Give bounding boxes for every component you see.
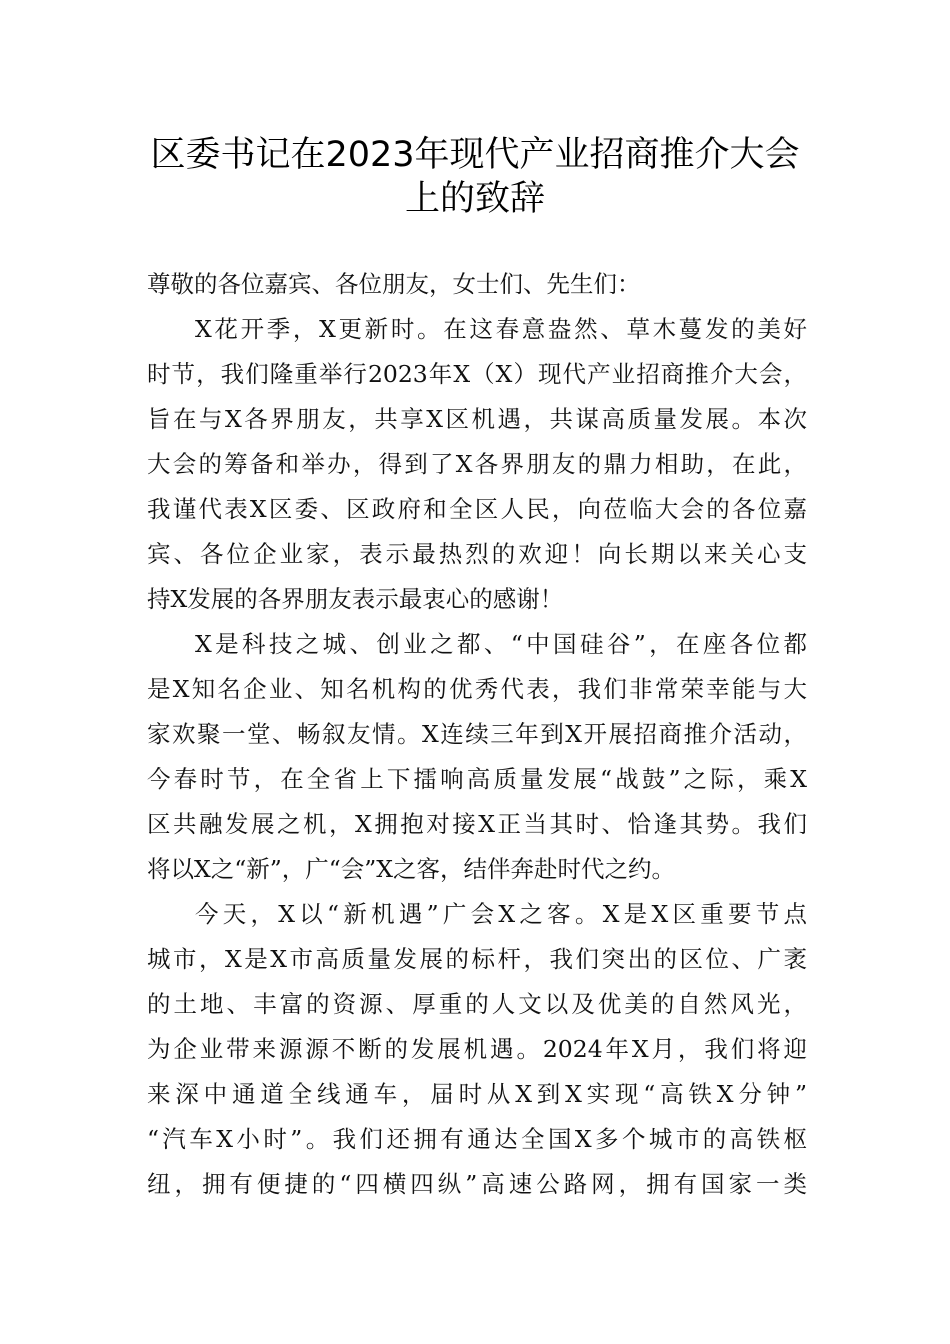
- paragraph-2-line: 将以X之“新”，广“会”X之客，结伴奔赴时代之约。: [147, 855, 676, 883]
- paragraph-1-line: 宾、各位企业家，表示最热烈的欢迎！向长期以来关心支: [147, 540, 807, 568]
- paragraph-3-line: 今天，X以“新机遇”广会X之客。X是X区重要节点: [195, 900, 807, 928]
- paragraph-3-line: 城市，X是X市高质量发展的标杆，我们突出的区位、广袤: [147, 945, 807, 973]
- paragraph-3-line: 来深中通道全线通车，届时从X到X实现“高铁X分钟”: [147, 1080, 807, 1108]
- paragraph-3-line: 纽，拥有便捷的“四横四纵”高速公路网，拥有国家一类: [147, 1170, 807, 1198]
- paragraph-1-line: 我谨代表X区委、区政府和全区人民，向莅临大会的各位嘉: [147, 495, 807, 523]
- paragraph-1-line: 持X发展的各界朋友表示最衷心的感谢！: [147, 585, 564, 613]
- paragraph-1-line: 旨在与X各界朋友，共享X区机遇，共谋高质量发展。本次: [147, 405, 807, 433]
- paragraph-2-line: 家欢聚一堂、畅叙友情。X连续三年到X开展招商推介活动，: [147, 720, 807, 748]
- paragraph-1-line: 时节，我们隆重举行2023年X（X）现代产业招商推介大会，: [147, 360, 807, 388]
- document-title-line-1: 区委书记在2023年现代产业招商推介大会: [150, 135, 800, 175]
- paragraph-2-line: X是科技之城、创业之都、“中国硅谷”，在座各位都: [195, 630, 807, 658]
- salutation: 尊敬的各位嘉宾、各位朋友，女士们、先生们：: [147, 270, 641, 298]
- document-title-line-2: 上的致辞: [404, 179, 545, 219]
- paragraph-3-line: 为企业带来源源不断的发展机遇。2024年X月，我们将迎: [147, 1035, 807, 1063]
- paragraph-1-line: 大会的筹备和举办，得到了X各界朋友的鼎力相助，在此，: [147, 450, 807, 478]
- paragraph-3-line: 的土地、丰富的资源、厚重的人文以及优美的自然风光，: [147, 990, 807, 1018]
- paragraph-3-line: “汽车X小时”。我们还拥有通达全国X多个城市的高铁枢: [147, 1125, 807, 1153]
- paragraph-2-line: 是X知名企业、知名机构的优秀代表，我们非常荣幸能与大: [147, 675, 807, 703]
- paragraph-2-line: 区共融发展之机，X拥抱对接X正当其时、恰逢其势。我们: [147, 810, 807, 838]
- paragraph-2-line: 今春时节，在全省上下擂响高质量发展“战鼓”之际，乘X: [147, 765, 807, 793]
- paragraph-1-line: X花开季，X更新时。在这春意盎然、草木蔓发的美好: [195, 315, 807, 343]
